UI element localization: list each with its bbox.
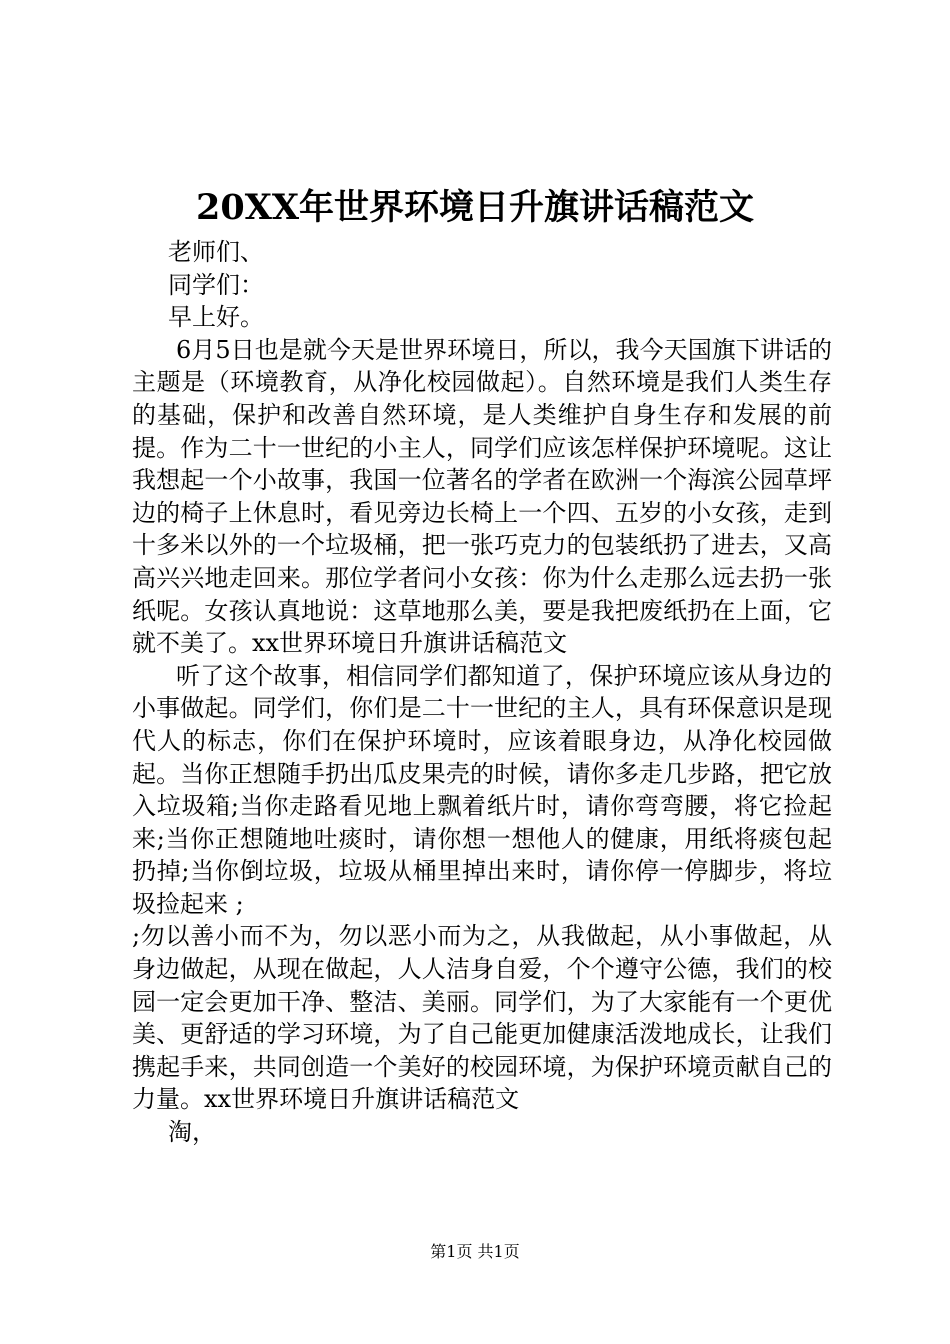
page-footer: 第1页 共1页 — [430, 1242, 520, 1261]
paragraph-call-to-action: ;勿以善小而不为，勿以恶小而为之，从我做起，从小事做起，从身边做起，从现在做起，人人洁身自爱，个个遵守公德，我们的校园一定会更加干净、整洁、美丽。同学们，为了大家能有一个更优美、更舒适的学习环境，为了自己能更加健康活泼地成长，让我们携起手来，共同创造一个美好的校园环境，为保护环境贡献自己的力量。xx世界环境日升旗讲话稿范文 — [132, 922, 832, 1114]
document-body — [132, 236, 832, 1149]
page-title: 20XX年世界环境日升旗讲话稿范文 — [195, 187, 755, 228]
greeting-students: 同学们： — [168, 270, 264, 299]
greeting-morning: 早上好。 — [168, 303, 264, 332]
paragraph-story: 6月5日也是就今天是世界环境日，所以，我今天国旗下讲话的主题是（环境教育，从净化校园做起）。自然环境是我们人类生存的基础，保护和改善自然环境，是人类维护自身生存和发展的前提。作为二十一世纪的小主人，同学们应该怎样保护环境呢。这让我想起一个小故事，我国一位著名的学者在欧洲一个海滨公园草坪边的椅子上休息时，看见旁边长椅上一个四、五岁的小女孩，走到十多米以外的一个垃圾桶，把一张巧克力的包装纸扔了进去，又高高兴兴地走回来。那位学者问小女孩：你为什么走那么远去扔一张纸呢。女孩认真地说：这草地那么美，要是我把废纸扔在上面，它就不美了。xx世界环境日升旗讲话稿范文 — [132, 335, 832, 658]
closing-text: 淘， — [168, 1118, 216, 1147]
greeting-teachers: 老师们、 — [168, 238, 264, 266]
paragraph-lesson: 听了这个故事，相信同学们都知道了，保护环境应该从身边的小事做起。同学们，你们是二十一世纪的主人，具有环保意识是现代人的标志，你们在保护环境时，应该着眼身边，从净化校园做起。当你正想随手扔出瓜皮果壳的时候，请你多走几步路，把它放入垃圾箱;当你走路看见地上飘着纸片时，请你弯弯腰，将它捡起来;当你正想随地吐痰时，请你想一想他人的健康，用纸将痰包起扔掉;当你倒垃圾，垃圾从桶里掉出来时，请你停一停脚步，将垃圾捡起来 ; — [132, 661, 832, 918]
